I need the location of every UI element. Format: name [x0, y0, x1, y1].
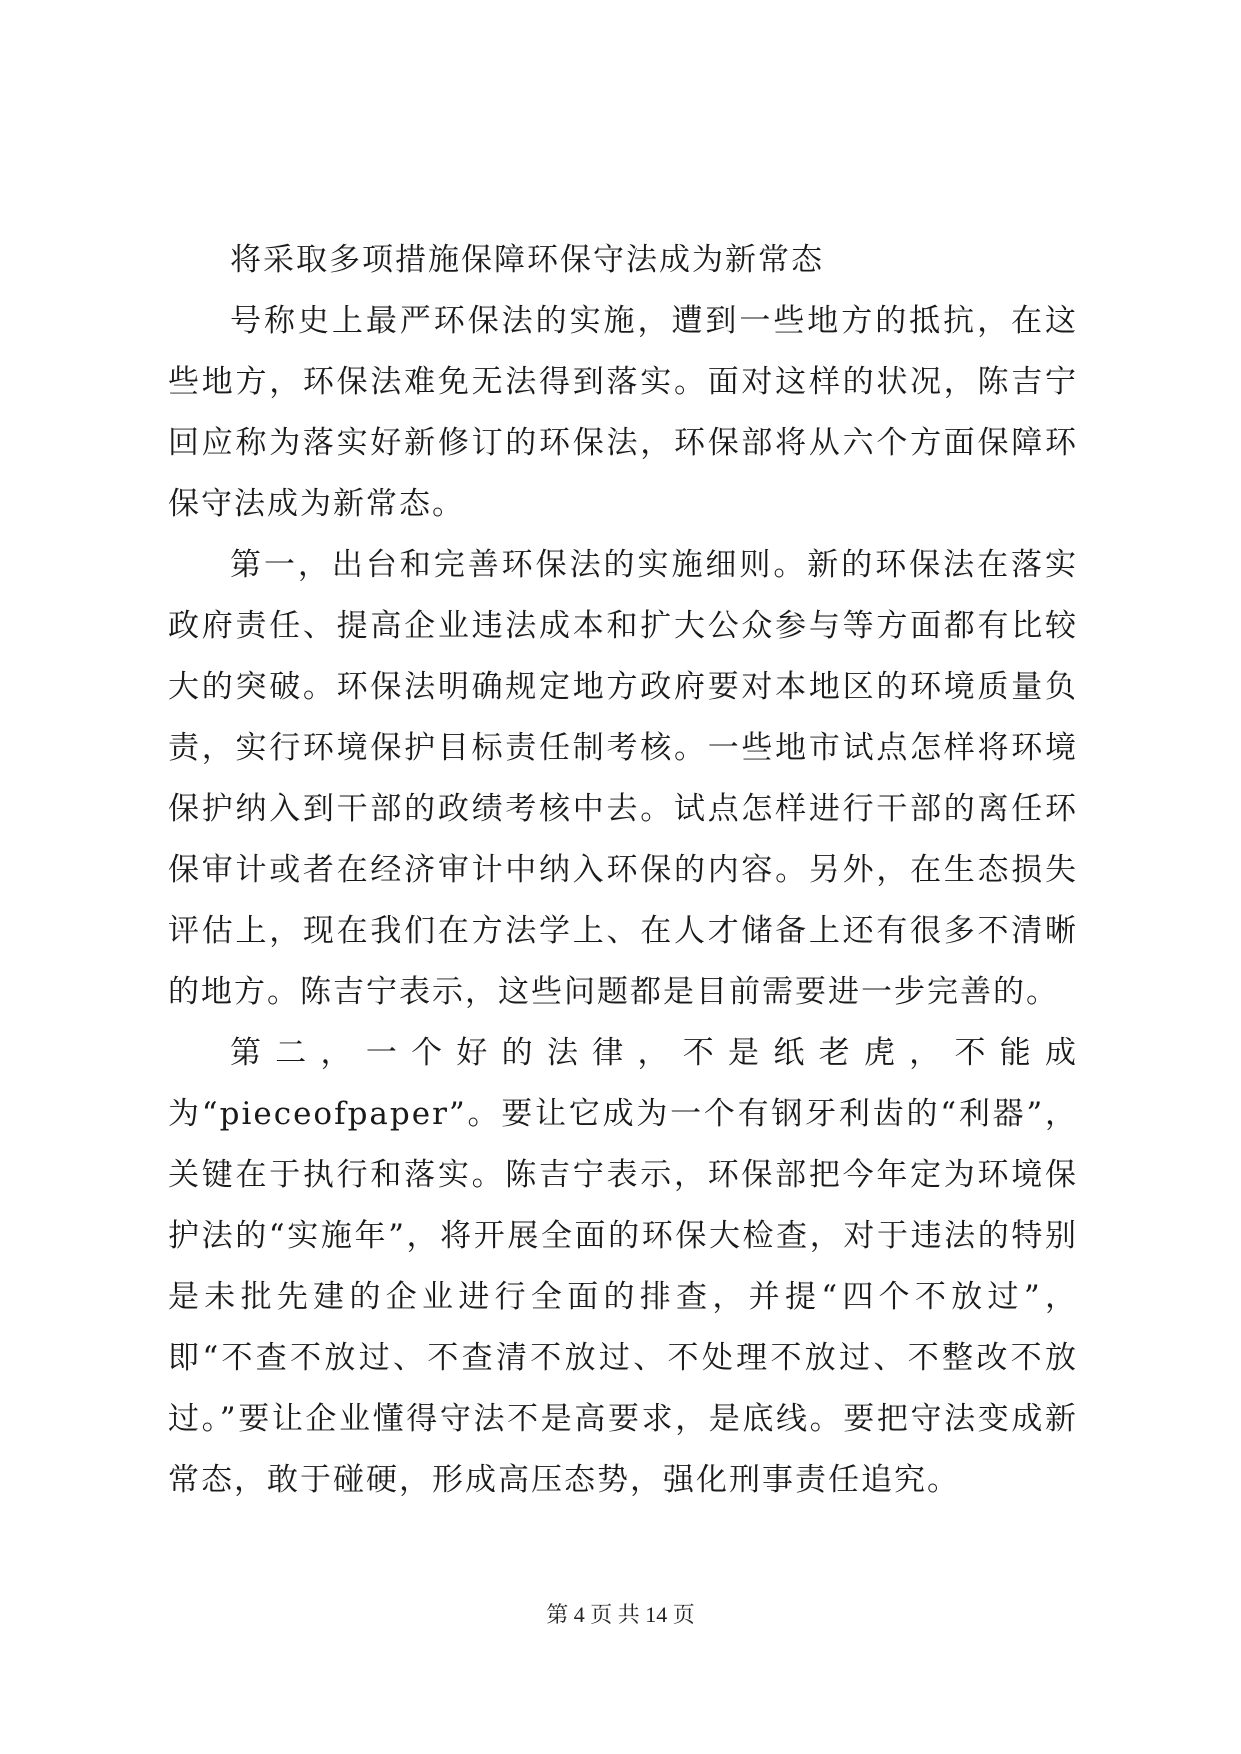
document-body — [168, 230, 1078, 1511]
paragraph-second-measure: 第二，一个好的法律，不是纸老虎，不能成为“pieceofpaper”。要让它成为一个有钢牙利齿的“利器”，关键在于执行和落实。陈吉宁表示，环保部把今年定为环境保护法的“实施年”，将开展全面的环保大检查，对于违法的特别是未批先建的企业进行全面的排查，并提“四个不放过”，即“不查不放过、不查清不放过、不处理不放过、不整改不放过。”要让企业懂得守法不是高要求，是底线。要把守法变成新常态，敢于碰硬，形成高压态势，强化刑事责任追究。 — [168, 1035, 1078, 1498]
paragraph-intro: 号称史上最严环保法的实施，遭到一些地方的抵抗，在这些地方，环保法难免无法得到落实。面对这样的状况，陈吉宁回应称为落实好新修订的环保法，环保部将从六个方面保障环保守法成为新常态。 — [168, 303, 1078, 522]
paragraph-first-measure: 第一，出台和完善环保法的实施细则。新的环保法在落实政府责任、提高企业违法成本和扩大公众参与等方面都有比较大的突破。环保法明确规定地方政府要对本地区的环境质量负责，实行环境保护目标责任制考核。一些地市试点怎样将环境保护纳入到干部的政绩考核中去。试点怎样进行干部的离任环保审计或者在经济审计中纳入环保的内容。另外，在生态损失评估上，现在我们在方法学上、在人才储备上还有很多不清晰的地方。陈吉宁表示，这些问题都是目前需要进一步完善的。 — [168, 547, 1078, 1010]
section-heading: 将采取多项措施保障环保守法成为新常态 — [230, 242, 824, 278]
page-number-footer: 第 4 页 共 14 页 — [546, 1602, 695, 1627]
